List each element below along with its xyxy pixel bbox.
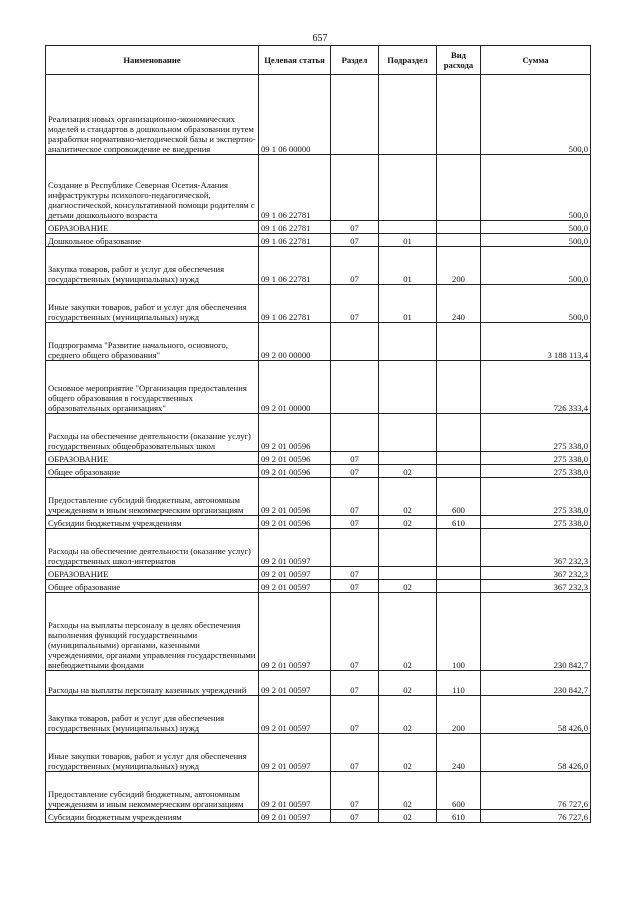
header-subsection: Подраздел xyxy=(379,46,437,75)
row-expense-type xyxy=(437,323,481,361)
row-target: 09 2 00 00000 xyxy=(259,323,331,361)
page-number: 657 xyxy=(312,33,328,44)
row-target: 09 2 01 00597 xyxy=(259,567,331,580)
row-section xyxy=(331,155,379,221)
row-name: ОБРАЗОВАНИЕ xyxy=(46,567,259,580)
row-section: 07 xyxy=(331,465,379,478)
row-subsection xyxy=(379,323,437,361)
row-name: Субсидии бюджетным учреждениям xyxy=(46,810,259,823)
table-row xyxy=(46,593,591,671)
row-subsection xyxy=(379,529,437,567)
row-target: 09 2 01 00596 xyxy=(259,414,331,452)
row-section: 07 xyxy=(331,671,379,696)
header-sum: Сумма xyxy=(481,46,591,75)
row-expense-type xyxy=(437,361,481,414)
table-row xyxy=(46,580,591,593)
row-subsection: 02 xyxy=(379,478,437,516)
row-target: 09 2 01 00000 xyxy=(259,361,331,414)
table-row xyxy=(46,323,591,361)
row-section: 07 xyxy=(331,285,379,323)
row-subsection: 02 xyxy=(379,671,437,696)
row-subsection: 01 xyxy=(379,247,437,285)
row-section xyxy=(331,414,379,452)
table-row xyxy=(46,772,591,810)
row-sum: 500,0 xyxy=(481,247,591,285)
row-section: 07 xyxy=(331,221,379,234)
row-expense-type: 600 xyxy=(437,772,481,810)
row-sum: 500,0 xyxy=(481,155,591,221)
row-target: 09 1 06 22781 xyxy=(259,247,331,285)
header-expense-type: Вид расхода xyxy=(437,46,481,75)
row-subsection: 02 xyxy=(379,696,437,734)
row-sum: 500,0 xyxy=(481,234,591,247)
row-name: Иные закупки товаров, работ и услуг для обеспечения государственных (муниципальных) нужд xyxy=(46,734,259,772)
row-name: Расходы на выплаты персоналу в целях обеспечения выполнения функций государственными (муниципальными) органами, казенными учреждениями, органами управления государственными внебюджетными фондами xyxy=(46,593,259,671)
row-section xyxy=(331,529,379,567)
row-name: Предоставление субсидий бюджетным, автономным учреждениям и иным некоммерческим организациям xyxy=(46,478,259,516)
row-expense-type: 110 xyxy=(437,671,481,696)
row-section: 07 xyxy=(331,452,379,465)
row-expense-type xyxy=(437,234,481,247)
row-expense-type xyxy=(437,221,481,234)
row-name: Субсидии бюджетным учреждениям xyxy=(46,516,259,529)
row-expense-type xyxy=(437,414,481,452)
row-name: Закупка товаров, работ и услуг для обеспечения государственных (муниципальных) нужд xyxy=(46,696,259,734)
row-subsection: 02 xyxy=(379,772,437,810)
row-subsection: 02 xyxy=(379,516,437,529)
row-sum: 230 842,7 xyxy=(481,671,591,696)
row-sum: 500,0 xyxy=(481,285,591,323)
row-expense-type: 240 xyxy=(437,285,481,323)
row-sum: 500,0 xyxy=(481,75,591,155)
row-section: 07 xyxy=(331,567,379,580)
row-section: 07 xyxy=(331,247,379,285)
table-row xyxy=(46,810,591,823)
row-name: Предоставление субсидий бюджетным, автономным учреждениям и иным некоммерческим организациям xyxy=(46,772,259,810)
row-sum: 275 338,0 xyxy=(481,414,591,452)
row-sum: 76 727,6 xyxy=(481,810,591,823)
row-expense-type xyxy=(437,529,481,567)
row-target: 09 2 01 00597 xyxy=(259,580,331,593)
row-subsection xyxy=(379,414,437,452)
row-subsection: 02 xyxy=(379,734,437,772)
row-target: 09 1 06 22781 xyxy=(259,234,331,247)
row-sum: 500,0 xyxy=(481,221,591,234)
row-subsection xyxy=(379,567,437,580)
table-row xyxy=(46,361,591,414)
table-row xyxy=(46,452,591,465)
row-expense-type: 200 xyxy=(437,696,481,734)
row-subsection: 02 xyxy=(379,465,437,478)
row-sum: 3 188 113,4 xyxy=(481,323,591,361)
row-section xyxy=(331,361,379,414)
row-section: 07 xyxy=(331,593,379,671)
row-expense-type: 610 xyxy=(437,810,481,823)
row-section: 07 xyxy=(331,696,379,734)
table-row xyxy=(46,529,591,567)
budget-table xyxy=(45,45,591,823)
table-row xyxy=(46,734,591,772)
row-sum: 275 338,0 xyxy=(481,465,591,478)
row-target: 09 2 01 00596 xyxy=(259,452,331,465)
row-subsection xyxy=(379,221,437,234)
row-target: 09 2 01 00596 xyxy=(259,478,331,516)
row-section: 07 xyxy=(331,810,379,823)
row-expense-type xyxy=(437,580,481,593)
table-row xyxy=(46,234,591,247)
row-expense-type xyxy=(437,155,481,221)
row-target: 09 1 06 22781 xyxy=(259,221,331,234)
row-target: 09 2 01 00596 xyxy=(259,516,331,529)
row-name: Общее образование xyxy=(46,465,259,478)
row-target: 09 2 01 00596 xyxy=(259,465,331,478)
table-row xyxy=(46,567,591,580)
table-row xyxy=(46,155,591,221)
row-name: Иные закупки товаров, работ и услуг для обеспечения государственных (муниципальных) нужд xyxy=(46,285,259,323)
row-expense-type: 240 xyxy=(437,734,481,772)
row-subsection xyxy=(379,155,437,221)
row-name: Общее образование xyxy=(46,580,259,593)
row-name: Создание в Республике Северная Осетия-Алания инфраструктуры психолого-педагогической, диагностической, консультативной помощи родителям с детьми дошкольного возраста xyxy=(46,155,259,221)
row-subsection xyxy=(379,452,437,465)
row-target: 09 2 01 00597 xyxy=(259,593,331,671)
row-target: 09 1 06 22781 xyxy=(259,285,331,323)
row-name: Дошкольное образование xyxy=(46,234,259,247)
row-target: 09 1 06 22781 xyxy=(259,155,331,221)
header-section: Раздел xyxy=(331,46,379,75)
row-subsection: 02 xyxy=(379,580,437,593)
table-row xyxy=(46,671,591,696)
row-name: Расходы на обеспечение деятельности (оказание услуг) государственных школ-интернатов xyxy=(46,529,259,567)
header-name: Наименование xyxy=(46,46,259,75)
row-subsection: 02 xyxy=(379,593,437,671)
row-name: Подпрограмма "Развитие начального, основного, среднего общего образования" xyxy=(46,323,259,361)
row-name: Расходы на выплаты персоналу казенных учреждений xyxy=(46,671,259,696)
row-sum: 76 727,6 xyxy=(481,772,591,810)
row-target: 09 2 01 00597 xyxy=(259,529,331,567)
row-expense-type: 200 xyxy=(437,247,481,285)
row-expense-type: 600 xyxy=(437,478,481,516)
row-subsection xyxy=(379,361,437,414)
row-sum: 367 232,3 xyxy=(481,567,591,580)
row-expense-type xyxy=(437,75,481,155)
table-row xyxy=(46,75,591,155)
row-target: 09 2 01 00597 xyxy=(259,734,331,772)
row-expense-type xyxy=(437,452,481,465)
row-section: 07 xyxy=(331,580,379,593)
row-sum: 275 338,0 xyxy=(481,452,591,465)
row-name: Реализация новых организационно-экономических моделей и стандартов в дошкольном образовании путем разработки нормативно-методической базы и экспертно-аналитическое сопровождение ее внедрения xyxy=(46,75,259,155)
row-sum: 58 426,0 xyxy=(481,734,591,772)
row-sum: 367 232,3 xyxy=(481,580,591,593)
row-section: 07 xyxy=(331,516,379,529)
row-target: 09 1 06 00000 xyxy=(259,75,331,155)
row-subsection xyxy=(379,75,437,155)
table-row xyxy=(46,465,591,478)
row-subsection: 01 xyxy=(379,234,437,247)
row-name: ОБРАЗОВАНИЕ xyxy=(46,221,259,234)
table-row xyxy=(46,285,591,323)
row-section: 07 xyxy=(331,478,379,516)
row-section: 07 xyxy=(331,772,379,810)
row-target: 09 2 01 00597 xyxy=(259,671,331,696)
row-section xyxy=(331,75,379,155)
row-sum: 367 232,3 xyxy=(481,529,591,567)
table-row xyxy=(46,247,591,285)
row-name: Расходы на обеспечение деятельности (оказание услуг) государственных общеобразовательных школ xyxy=(46,414,259,452)
row-expense-type: 100 xyxy=(437,593,481,671)
row-expense-type xyxy=(437,567,481,580)
row-target: 09 2 01 00597 xyxy=(259,772,331,810)
row-name: ОБРАЗОВАНИЕ xyxy=(46,452,259,465)
row-sum: 275 338,0 xyxy=(481,516,591,529)
row-section: 07 xyxy=(331,734,379,772)
table-row xyxy=(46,414,591,452)
row-target: 09 2 01 00597 xyxy=(259,810,331,823)
header-target: Целевая статья xyxy=(259,46,331,75)
row-section xyxy=(331,323,379,361)
table-row xyxy=(46,516,591,529)
row-sum: 58 426,0 xyxy=(481,696,591,734)
row-target: 09 2 01 00597 xyxy=(259,696,331,734)
row-sum: 275 338,0 xyxy=(481,478,591,516)
row-name: Закупка товаров, работ и услуг для обеспечения государственных (муниципальных) нужд xyxy=(46,247,259,285)
table-row xyxy=(46,221,591,234)
row-expense-type: 610 xyxy=(437,516,481,529)
row-subsection: 02 xyxy=(379,810,437,823)
row-section: 07 xyxy=(331,234,379,247)
row-sum: 726 333,4 xyxy=(481,361,591,414)
row-expense-type xyxy=(437,465,481,478)
table-row xyxy=(46,478,591,516)
table-header-row xyxy=(46,46,591,75)
row-sum: 230 842,7 xyxy=(481,593,591,671)
row-subsection: 01 xyxy=(379,285,437,323)
table-row xyxy=(46,696,591,734)
row-name: Основное мероприятие "Организация предоставления общего образования в государственных образовательных организациях" xyxy=(46,361,259,414)
